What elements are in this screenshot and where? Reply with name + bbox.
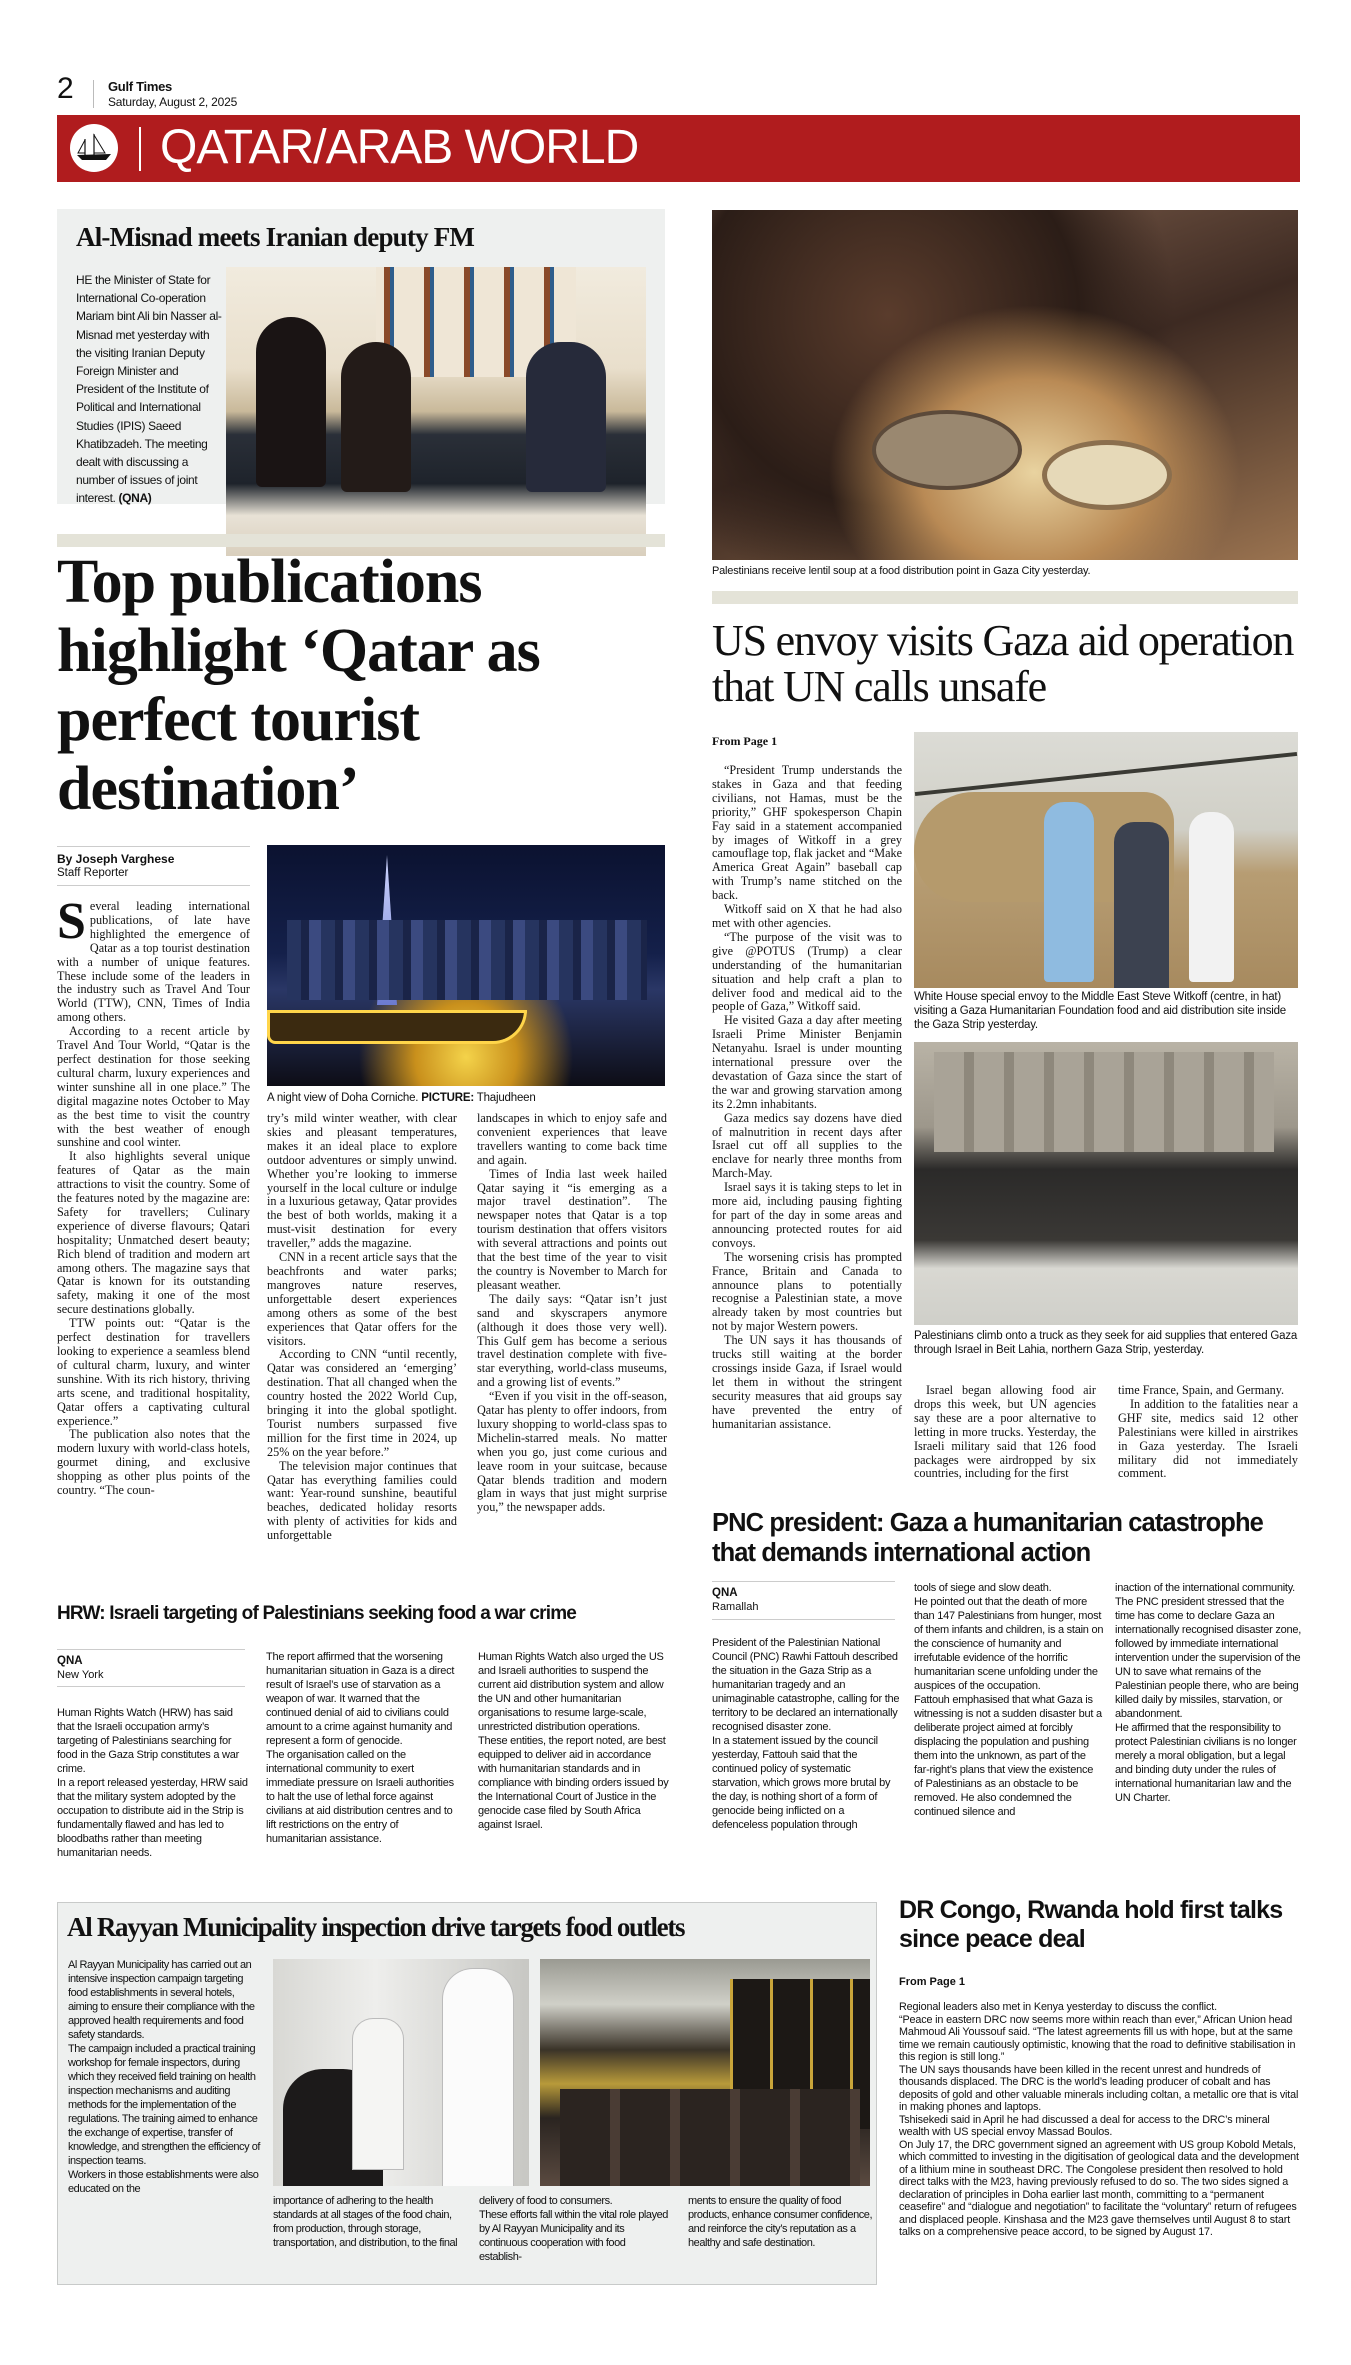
paragraph: Times of India last week hailed Qatar saying it “is emerging as a major travel destination”. The newspaper notes that Qatar is a top tourism destination that offers visitors with several attractions and points out that the best time of the year to visit the country is November to March for pleasant weather. [477,1166,667,1292]
pnc-headline[interactable]: PNC president: Gaza a humanitarian catastrophe that demands international action [712,1509,1263,1567]
truck-photo-caption: Palestinians climb onto a truck as they seek for aid supplies that entered Gaza through Israel in Beit Lahia, northern Gaza Strip, yesterday. [914,1330,1298,1356]
inspectors [560,2089,860,2186]
person [1044,802,1094,982]
doha-corniche-photo [267,845,665,1086]
drop-cap: S [57,893,86,950]
credit-label: PICTURE: [421,1092,474,1104]
paragraph: Witkoff said on X that he had also met with other agencies. [712,902,902,930]
paragraph: He affirmed that the responsibility to protect Palestinian civilians is no longer merely a moral obligation, but a legal and binding duty under the rules of international humanitarian law and the UN Charter. [1115,1722,1297,1804]
al-rayyan-column-3 [479,2194,669,2264]
pnc-column-1 [712,1636,900,1832]
paragraph: landscapes in which to enjoy safe and convenient experiences that leave travellers wanting to come back time and again. [477,1111,667,1167]
paragraph: Human Rights Watch also urged the US and Israeli authorities to suspend the current aid distribution system and allow the UN and other humanitarian organisations to resume large-scale, unrestricted distribution operations. [478,1651,664,1733]
hrw-column-3 [478,1650,672,1832]
almisnad-text [76,271,222,508]
us-envoy-column-3 [1118,1384,1298,1481]
hrw-agency: QNA [57,1655,83,1667]
paragraph: TTW points out: “Qatar is the perfect destination for travellers looking to experience a seamless blend of cultural charm, luxury, and winter sunshine. With its rich history, thriving arts scene, and traditional hospitality, Qatar offers a captivating cultural experience.” [57,1316,250,1428]
dateline-rule [712,1581,895,1582]
al-rayyan-column-2 [273,2194,463,2250]
paragraph: He pointed out that the death of more than 147 Palestinians from hunger, most of them infants and children, is a stain on the conscience of humanity and irrefutable evidence of the horrific humanitarian scene unfolding under the auspices of the occupation. [914,1596,1104,1692]
drc-headline[interactable]: DR Congo, Rwanda hold first talks since peace deal [899,1896,1283,1953]
paragraph: importance of adhering to the health standards at all stages of the food chain, from production, through storage, transportation, and distribution, to the final [273,2195,458,2249]
hrw-dateline: New York [57,1669,104,1681]
qatar-tourism-headline[interactable]: Top publications highlight ‘Qatar as perfect tourist destination’ [57,548,540,823]
byline-role: Staff Reporter [57,867,129,879]
almisnad-headline[interactable]: Al-Misnad meets Iranian deputy FM [76,222,475,252]
pnc-dateline: Ramallah [712,1601,759,1613]
newspaper-name: Gulf Times [108,79,172,94]
paragraph: Israel says it is taking steps to let in more aid, including pausing fighting for part of the day in some areas and announcing protected routes for aid convoys. [712,1180,902,1250]
almisnad-body: HE the Minister of State for International Co-operation Mariam bint Ali bin Nasser al-Misnad met yesterday with the visiting Iranian Deputy Foreign Minister and President of the Institute of Political and International Studies (IPIS) Saeed Khatibzadeh. The meeting dealt with discussing a number of issues of joint interest. [76,273,222,506]
paragraph: According to CNN “until recently, Qatar was considered an ‘emerging’ destination. That all changed when the country hosted the 2022 World Cup, bringing it into the global spotlight. Tourist numbers surpassed five million for the first time in 2024, up 25% on the year before.” [267,1347,457,1459]
chef [443,1969,513,2186]
paragraph: “President Trump understands the stakes in Gaza and that feeding civilians, not Hamas, must be the priority,” GHF spokesperson Chapin Fay said in a statement accompanied by images of Witkoff in a grey camouflage top, flak jacket and “Make America Great Again” baseball cap with Trump’s name stitched on the back. [712,763,902,903]
dateline-rule [712,1619,895,1620]
paragraph: Human Rights Watch (HRW) has said that the Israeli occupation army’s targeting of Palestinians searching for food in the Gaza Strip constitutes a war crime. [57,1707,239,1775]
paragraph: Israel began allowing food air drops this week, but UN agencies say these are a poor alternative to letting in more trucks. Yesterday, the Israeli military said that 126 food packages were airdropped by six countries, including for the first [914,1383,1096,1481]
paragraph: The report affirmed that the worsening humanitarian situation in Gaza is a direct result of Israel’s use of starvation as a weapon of war. It warned that the continued denial of aid to civilians could amount to a crime against humanity and represent a form of genocide. [266,1651,455,1747]
kitchen-inspection-photo-1 [273,1959,529,2186]
paragraph: The organisation called on the international community to exert immediate pressure on Israeli authorities to halt the use of lethal force against civilians at aid distribution centres and to lift restrictions on the entry of humanitarian assistance. [266,1749,454,1845]
paragraph: In a report released yesterday, HRW said that the military system adopted by the occupation to distribute aid in the Strip is fundamentally flawed and has led to bloodbaths rather than meeting humanitarian needs. [57,1777,248,1859]
hrw-column-1 [57,1706,249,1860]
paragraph: time France, Spain, and Germany. [1118,1383,1285,1397]
paragraph: The publication also notes that the modern luxury with world-class hotels, gourmet dining, and exclusive shopping as other plus points of the country. “The coun- [57,1427,250,1498]
person [1114,822,1169,988]
paragraph: He visited Gaza a day after meeting Israeli Prime Minister Benjamin Netanyahu. Israel is under mounting international pressure over the devastation of Gaza since the start of the war and growing starvation among its 2.2mn inhabitants. [712,1013,902,1111]
divider-bar [57,534,665,547]
ruined-buildings [934,1052,1274,1152]
drc-body [899,2001,1299,2239]
qatar-tourism-column-1 [57,893,250,1498]
dateline-rule [57,1649,245,1650]
divider-bar [712,591,1298,604]
banner-separator [139,127,141,171]
official [353,2019,403,2169]
al-rayyan-column-4 [688,2194,873,2250]
paragraph: Tshisekedi said in April he had discussed a deal for access to the DRC’s mineral wealth with US special envoy Massad Boulos. [899,2113,1270,2138]
dateline-rule [57,1686,245,1687]
paragraph: The UN says it has thousands of trucks still waiting at the border crossings inside Gaza, if Israel would let them in without the stringent security measures that aid groups say have prevented the entry of humanitarian assistance. [712,1333,902,1431]
paragraph: Regional leaders also met in Kenya yesterday to discuss the conflict. [899,2001,1217,2013]
paragraph: The PNC president stressed that the time has come to declare Gaza an internationally recognised disaster zone, followed by immediate international intervention under the supervision of the UN to save what remains of the Palestinian people there, who are being killed daily by missiles, starvation, or abandonment. [1115,1596,1302,1720]
pot [1042,440,1172,510]
photo-credit: Thajudheen [476,1092,536,1104]
byline-rule [57,846,250,847]
paragraph: These efforts fall within the vital role played by Al Rayyan Municipality and its continuous cooperation with food establish- [479,2209,668,2263]
person [1189,812,1234,982]
paragraph: tools of siege and slow death. [914,1582,1052,1594]
paragraph: The daily says: “Qatar isn’t just sand and skyscrapers anymore (although it does those very well). This Gulf gem has become a serious travel destination complete with five-star everything, world-class museums, and a growing list of events.” [477,1291,667,1390]
kitchen-inspection-photo-2 [540,1959,870,2186]
paragraph: The television major continues that Qatar has everything families could want: Year-round sunshine, beautiful beaches, dedicated holiday resorts with plenty of activities for kids and unforgettable [267,1458,457,1543]
paragraph: “The purpose of the visit was to give @POTUS (Trump) a clear understanding of the humanitarian situation and help craft a plan to deliver food and medical aid to the people of Gaza,” Witkoff said. [712,929,902,1014]
paragraph: The worsening crisis has prompted France, Britain and Canada to announce plans to potentially recognise a Palestinian state, a move already taken by most countries but not by major Western powers. [712,1249,902,1334]
pnc-agency: QNA [712,1587,738,1599]
pnc-column-3 [1115,1581,1305,1805]
gaza-soup-caption: Palestinians receive lentil soup at a food distribution point in Gaza City yesterday. [712,565,1091,577]
paragraph: Gaza medics say dozens have died of malnutrition in recent days after Israel cut off all supplies to the enclave for nearly three months from March-May. [712,1110,902,1181]
paragraph: In a statement issued by the council yesterday, Fattouh said that the continued policy of systematic starvation, which grows more brutal by the day, is nothing short of a form of genocide being inflicted on a defenceless population through [712,1735,891,1831]
section-title: QATAR/ARAB WORLD [160,121,639,174]
paragraph: Fattouh emphasised that what Gaza is witnessing is not a sudden disaster but a deliberate project aimed at forcibly displacing the population and pushing them into the unknown, as part of the far-right’s plans that view the existence of Palestinians as an obstacle to be removed. He also condemned the continued silence and [914,1694,1102,1818]
person-1 [256,317,326,487]
paragraph: try’s mild winter weather, with clear skies and pleasant temperatures, makes it an ideal place to explore outdoor adventures or simply unwind. Whether you’re looking to immerse yourself in the local culture or indulge in a luxurious getaway, Qatar provides the best of both worlds, making it a must-visit destination for every traveller,” adds the magazine. [267,1111,457,1251]
page-number: 2 [57,72,74,105]
witkoff-photo-caption: White House special envoy to the Middle East Steve Witkoff (centre, in hat) visiting a Gaza Humanitarian Foundation food and aid distribution site inside the Gaza Strip yesterday. [914,991,1286,1031]
us-envoy-column-1 [712,764,902,1432]
witkoff-helicopter-photo [914,732,1298,988]
qatar-tourism-column-3 [477,1112,667,1515]
paragraph: “Peace in eastern DRC now seems more within reach than ever,” African Union head Mahmoud Ali Youssouf said. “The latest agreements fill us with hope, but at the same time we remain cautiously optimistic, knowing that the road to definitive stabilisation in this region is still long.” [899,2013,1296,2063]
masthead-divider [93,80,94,108]
paragraph: The campaign included a practical training workshop for female inspectors, during which they received field training on health inspection mechanisms and auditing methods for the implementation of the regulations. The training aimed to enhance the exchange of expertise, transfer of knowledge, and strengthen the efficiency of inspection teams. [68,2043,261,2167]
rotor [915,752,1297,796]
al-rayyan-headline[interactable]: Al Rayyan Municipality inspection drive targets food outlets [67,1912,685,1942]
paragraph: Al Rayyan Municipality has carried out an intensive inspection campaign targeting food establishments in several hotels, aiming to ensure their compliance with the approved health requirements and food safety standards. [68,1959,255,2041]
hrw-headline[interactable]: HRW: Israeli targeting of Palestinians seeking food a war crime [57,1603,577,1624]
meeting-photo [226,267,646,556]
lead-paragraph [57,893,250,1025]
paragraph: delivery of food to consumers. [479,2195,613,2207]
gaza-soup-photo [712,210,1298,560]
paragraph: Workers in those establishments were also educated on the [68,2169,259,2195]
paragraph: “Even if you visit in the off-season, Qatar has plenty to offer indoors, from luxury shopping to world-class spas to Michelin-starred meals. No matter when you go, just come curious and leave room in your suitcase, because Qatar blends tradition and modern glam in ways that just might surprise you,” the newspaper adds. [477,1389,667,1515]
paragraph: In addition to the fatalities near a GHF site, medics said 12 other Palestinians were killed in airstrikes in Gaza yesterday. The Israeli military did not immediately comment. [1118,1396,1298,1481]
caption-text: A night view of Doha Corniche. [267,1092,419,1104]
us-envoy-headline[interactable]: US envoy visits Gaza aid operation that UN calls unsafe [712,616,1294,711]
paragraph: President of the Palestinian National Council (PNC) Rawhi Fattouh described the situation in the Gaza Strip as a humanitarian tragedy and an unimaginable catastrophe, calling for the territory to be declared an internationally recognised disaster zone. [712,1637,900,1733]
from-page-label: From Page 1 [712,734,778,748]
paragraph: The UN says thousands have been killed in the recent unrest and hundreds of thousands displaced. The DRC is the world’s leading producer of cobalt and has deposits of gold and other valuable minerals including coltan, a metallic ore that is vital in making phones and laptops. [899,2063,1299,2113]
paragraph: These entities, the report noted, are best equipped to deliver aid in accordance with humanitarian standards and in compliance with binding orders issued by the International Court of Justice in the genocide case filed by South Africa against Israel. [478,1735,669,1831]
paragraph: CNN in a recent article says that the beachfronts and water parks; mangroves nature reserves, unforgettable desert experiences among others as some of the best experiences that Qatar offers for the visitors. [267,1250,457,1348]
drc-from-page: From Page 1 [899,1976,966,1988]
doha-photo-caption [267,1091,536,1105]
dhow-boat [267,1010,527,1044]
qatar-tourism-column-2 [267,1112,457,1543]
al-rayyan-column-1 [68,1958,264,2196]
lead-text: everal leading international publications, of late have highlighted the emergence of Qatar as a top tourist destination with a number of unique features. These include some of the leaders in the industry such as Travel And Tour World (TTW), CNN, Times of India among others. [57,899,250,1025]
gaza-truck-photo [914,1042,1298,1325]
issue-date: Saturday, August 2, 2025 [108,95,238,109]
pnc-column-2 [914,1581,1104,1819]
paragraph: ments to ensure the quality of food products, enhance consumer confidence, and reinforce the city’s reputation as a healthy and safe destination. [688,2195,873,2249]
us-envoy-column-2 [914,1384,1096,1481]
almisnad-credit: (QNA) [118,491,152,506]
paragraph: inaction of the international community. [1115,1582,1295,1594]
person-2 [341,342,411,492]
hrw-column-2 [266,1650,460,1846]
paragraph: According to a recent article by Travel And Tour World, “Qatar is the perfect destination for those seeking cultural charm, luxury experiences and winter sunshine all in one place.” The digital magazine notes October to May as the best time to visit the country with the best weather of enough sunshine and cool winter. [57,1024,250,1150]
dhow-icon [70,124,118,172]
person-3 [526,342,606,492]
pot [872,410,1022,490]
byline: By Joseph Varghese [57,852,175,866]
byline-rule [57,885,250,886]
paragraph: It also highlights several unique features of Qatar as the main attractions to visit the country. Some of the features noted by the magazine are: Safety for travellers; Culinary experience of diverse flavours; Qatari hospitality; Unmatched desert beauty; Rich blend of tradition and modern art among others. The magazine says that Qatar is known for its outstanding safety, making it one of the most secure destinations globally. [57,1149,250,1317]
paragraph: On July 17, the DRC government signed an agreement with US group Kobold Metals, which committed to investing in the digitisation of geological data and the development of a lithium mine in southeast DRC. The Congolese president then resolved to hold direct talks with the M23, having previously refused to do so. The two sides signed a declaration of principles in Doha earlier last month, committing to a “permanent ceasefire” and “dialogue and negotiation” to facilitate the “voluntary” return of refugees and displaced people. Kinshasa and the M23 gave themselves until August 8 to start talks on a comprehensive peace accord, to be signed by August 17. [899,2138,1299,2238]
skyline [287,920,647,1000]
